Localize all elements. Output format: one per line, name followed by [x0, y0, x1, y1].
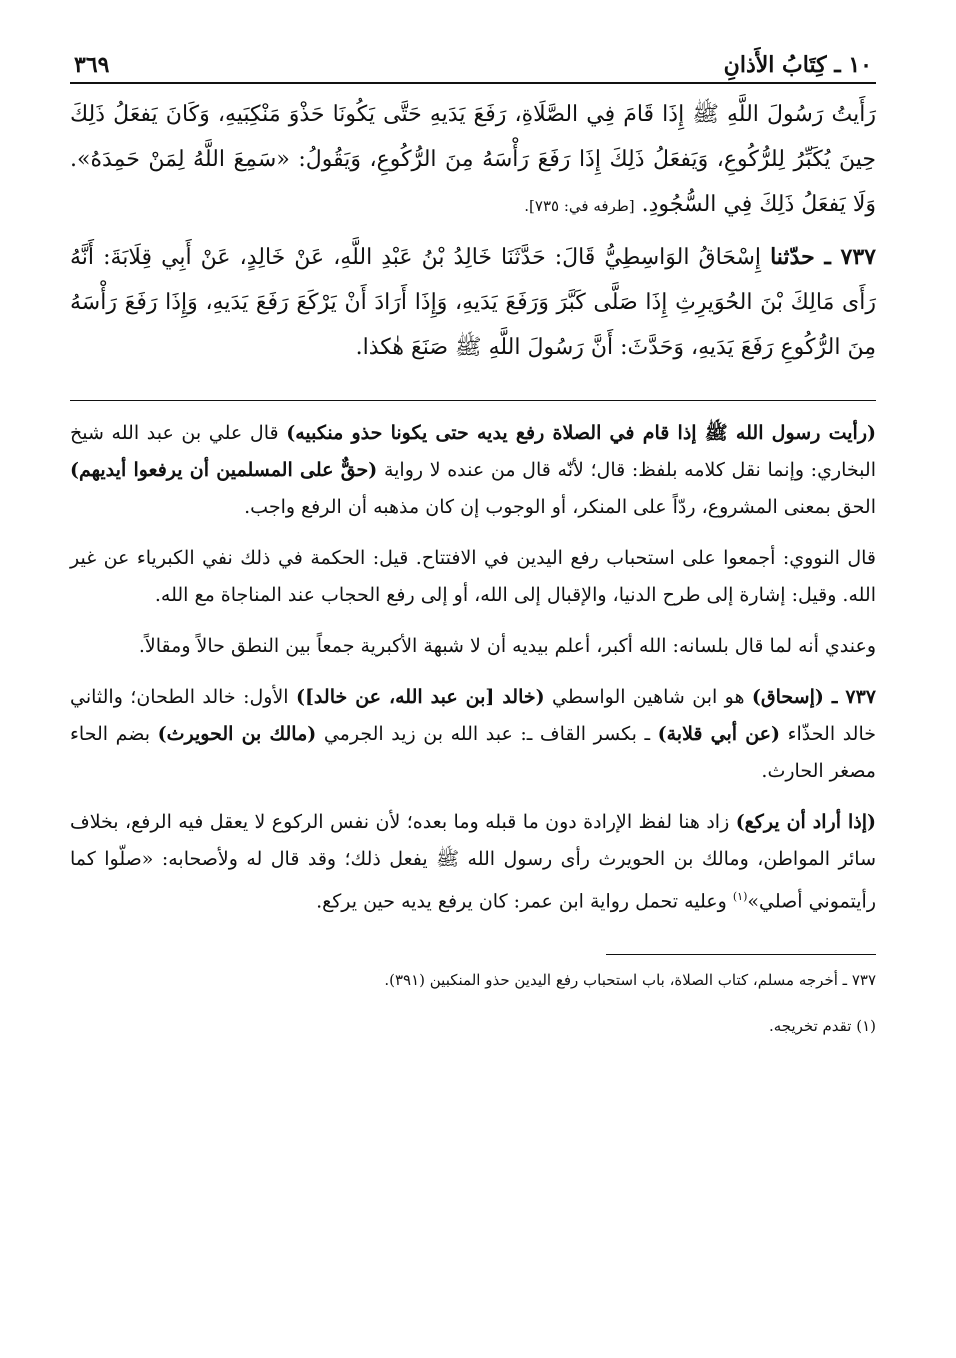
commentary-paragraph: وعندي أنه لما قال بلسانه: الله أكبر، أعلم بيديه أن لا شبهة الأكبرية جمعاً بين النطق حالاً ومقالاً. [138, 635, 876, 657]
commentary-paragraph: قال النووي: أجمعوا على استحباب رفع اليدين في الافتتاح. قيل: الحكمة في ذلك نفي الكبرياء عن غير الله. وقيل: إشارة إلى طرح الدنيا، والإقبال إلى الله، أو إلى رفع الحجاب عند المناجاة مع الله. [70, 547, 876, 606]
quoted-phrase: (مالك بن الحويرث) [157, 723, 317, 745]
page-header [70, 30, 876, 84]
footnote: ٧٣٧ ـ أخرجه مسلم، كتاب الصلاة، باب استحباب رفع اليدين حذو المنكبين (٣٩١). [384, 971, 876, 990]
quoted-phrase: (خالد [بن عبد الله، عن خالد]) [295, 686, 545, 708]
commentary-paragraph [70, 679, 876, 790]
hadith-737 [70, 235, 876, 370]
commentary-paragraph [70, 804, 876, 920]
commentary-text: الحق بمعنى المشروع، ردّاً على المنكر، أو الوجوب إن كان مذهبه أن الرفع واجب. [244, 496, 876, 518]
commentary-text: زاد هنا لفظ الإرادة دون ما قبله وما بعده؛ لأن نفس الركوع لا يعقل فيه الرفع، بخلاف سائر المواطن، ومالك بن الحويرث رأى رسول الله ﷺ يفعل ذلك؛ وقد قال له ولأصحابه: «صلّوا كما رأيتموني أصلي» [70, 811, 876, 913]
commentary-separator [70, 400, 876, 401]
chapter-title: ١٠ ـ كِتَابُ الأَذانِ [723, 52, 872, 78]
hadith-text-line: إِسْحَاقُ الوَاسِطِيُّ قَالَ: حَدَّثَنَا خَالِدُ بْنُ عَبْدِ اللَّهِ، عَنْ خَالِدٍ، عَنْ أَبِي قِلَابَةَ: أَنَّهُ رَأَى مَالِكَ بْنَ الحُوَيرِثِ إِذَا صَلَّى كَبَّرَ وَرَفَعَ يَدَيهِ، وَإِذَا أَرَادَ أَنْ يَرْكَعَ رَفَعَ يَدَيهِ، وَإِذَا رَفَعَ رَأْسَهُ مِنَ الرُّكُوعِ رَفَعَ يَدَيهِ، وَحَدَّثَ: أَنَّ رَسُولَ اللَّهِ ﷺ صَنَعَ هٰكذا. [70, 245, 876, 360]
commentary-text: وعليه تحمل رواية ابن عمر: كان يرفع يديه حين يركع. [316, 890, 733, 913]
quoted-phrase: (رأيت رسول الله ﷺ إذا قام في الصلاة رفع يديه حتى يكونا حذو منكبيه) [286, 422, 876, 444]
footnotes [70, 965, 876, 1041]
commentary-text: ـ بكسر القاف ـ: عبد الله بن زيد الجرمي [316, 723, 658, 745]
book-page [70, 30, 876, 1057]
commentary-text: بضم الحاء مصغر الحارث. [70, 723, 876, 782]
quoted-phrase: (إذا أراد أن يركع) [735, 811, 876, 833]
commentary [70, 415, 876, 920]
hadith-736-end [70, 92, 876, 229]
footnote: (١) تقدم تخريجه. [768, 1017, 876, 1036]
hadith-text-line: رَأَيتُ رَسُولَ اللَّهِ ﷺ إِذَا قَامَ فِي الصَّلَاةِ، رَفَعَ يَدَيهِ حَتَّى يَكُونَا حَذْوَ مَنْكِبَيهِ، وَكَانَ يَفعَلُ ذَلِكَ حِينَ يُكَبِّرُ لِلرُّكُوعِ، وَيَفعَلُ ذَلِكَ إِذَا رَفَعَ رَأْسَهُ مِنَ الرُّكُوعِ، وَيَقُولُ: «سَمِعَ اللَّهُ لِمَنْ حَمِدَهُ». وَلَا يَفعَلُ ذَلِكَ فِي السُّجُودِ. [70, 102, 876, 217]
commentary-text: قال علي بن عبد الله شيخ البخاري: وإنما نقل كلامه بلفظ: قال؛ لأنّه قال من عنده لا رواية [70, 422, 876, 481]
cross-reference: [طرفه في: ٧٣٥]. [524, 197, 635, 215]
quoted-phrase: (حقٌّ على المسلمين أن يرفعوا أيديهم) [70, 459, 378, 481]
footnote-separator [606, 954, 876, 955]
quoted-phrase: (عن أبي قلابة) [657, 723, 781, 745]
quoted-phrase: ٧٣٧ ـ (إسحاق) [751, 686, 876, 708]
commentary-paragraph [70, 415, 876, 526]
commentary-text: هو ابن شاهين الواسطي [544, 686, 752, 708]
hadith-number: ٧٣٧ ـ حدّثنا [770, 244, 876, 270]
hadith-text [70, 92, 876, 370]
page-number: ٣٦٩ [74, 52, 110, 78]
commentary-text: الأول: خالد الطحان؛ والثاني خالد الحذّاء [70, 686, 876, 745]
footnote-marker: (١) [732, 890, 748, 903]
